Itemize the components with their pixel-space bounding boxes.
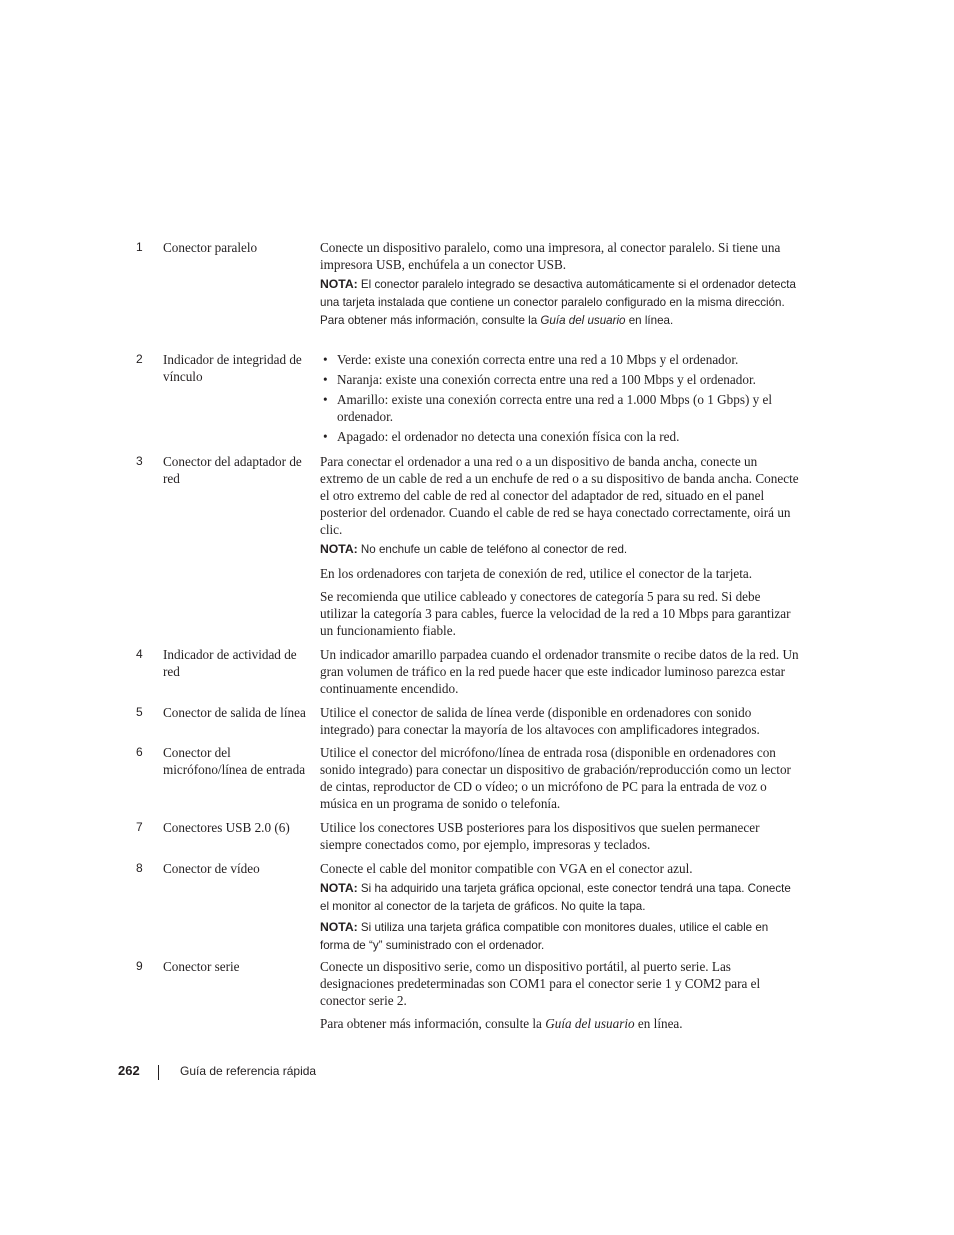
description-italic-text: Guía del usuario xyxy=(545,1016,635,1031)
description-text: Utilice el conector de salida de línea verde (disponible en ordenadores con sonido integrado) para conectar la mayoría de los altavoces con amplificadores integrados. xyxy=(320,705,760,737)
description-text: Utilice los conectores USB posteriores para los dispositivos que suelen permanecer siempre conectados como, por ejemplo, impresoras y teclados. xyxy=(320,820,760,852)
row-item-name: Conector del adaptador de red xyxy=(163,454,302,486)
row-item-name: Indicador de integridad de vínculo xyxy=(163,352,302,384)
bullet-list xyxy=(320,351,800,445)
note-label: NOTA: xyxy=(320,542,358,556)
row-item-name: Indicador de actividad de red xyxy=(163,647,297,679)
bullet-icon: • xyxy=(323,352,328,367)
note xyxy=(320,540,800,559)
footer-title: Guía de referencia rápida xyxy=(180,1064,317,1078)
row-description xyxy=(320,704,800,738)
row-number: 4 xyxy=(136,647,143,661)
row-number: 2 xyxy=(136,352,143,366)
description-text: Un indicador amarillo parpadea cuando el ordenador transmite o recibe datos de la red. Un gran volumen de tráfico en la red puede hacer que este indicador luminoso parezca estar continuamente encendido. xyxy=(320,647,799,696)
description-text: Utilice el conector del micrófono/línea de entrada rosa (disponible en ordenadores con sonido integrado) para conectar un dispositivo de grabación/reproducción como un lector de cintas, reproductor de CD o vídeo; o un micrófono de PC para la entrada de voz o música en un programa de sonido o telefonía. xyxy=(320,745,791,811)
description-text: Conecte un dispositivo paralelo, como una impresora, al conector paralelo. Si tiene una impresora USB, enchúfela a un conector USB. xyxy=(320,240,781,272)
row-item-name: Conectores USB 2.0 (6) xyxy=(163,820,290,835)
row-description xyxy=(320,239,800,330)
row-number: 5 xyxy=(136,705,143,719)
note xyxy=(320,275,800,330)
description-text-tail: en línea. xyxy=(634,1016,683,1031)
list-item-text: Verde: existe una conexión correcta entre una red a 10 Mbps y el ordenador. xyxy=(337,352,739,367)
note-text: El conector paralelo integrado se desactiva automáticamente si el ordenador detecta una tarjeta instalada que contiene un conector paralelo configurado en la misma dirección. Para obtener más información, consulte la xyxy=(320,278,796,327)
row-number: 1 xyxy=(136,240,143,254)
bullet-icon: • xyxy=(323,392,328,407)
list-item xyxy=(320,371,800,388)
row-number: 9 xyxy=(136,959,143,973)
bullet-icon: • xyxy=(323,429,328,444)
row-number: 3 xyxy=(136,454,143,468)
footer-divider xyxy=(158,1065,159,1080)
note-text: Si ha adquirido una tarjeta gráfica opcional, este conector tendrá una tapa. Conecte el monitor al conector de la tarjeta de gráficos. No quite la tapa. xyxy=(320,882,791,913)
description-text-pre: Para obtener más información, consulte la xyxy=(320,1016,546,1031)
row-description xyxy=(320,646,800,697)
row-description xyxy=(320,453,800,639)
bullet-icon: • xyxy=(323,372,328,387)
list-item-text: Apagado: el ordenador no detecta una conexión física con la red. xyxy=(337,429,680,444)
page-number: 262 xyxy=(118,1063,140,1078)
row-description xyxy=(320,958,800,1032)
note-label: NOTA: xyxy=(320,881,358,895)
description-text: Para conectar el ordenador a una red o a un dispositivo de banda ancha, conecte un extremo de un cable de red a un enchufe de red o a su dispositivo de banda ancha. Conecte el otro extremo del cable de red al conector del adaptador de red, situado en el panel posterior del ordenador. Cuando el cable de red se haya conectado correctamente, oirá un clic. xyxy=(320,454,799,537)
list-item-text: Amarillo: existe una conexión correcta entre una red a 1.000 Mbps (o 1 Gbps) y el ordenador. xyxy=(337,392,773,424)
row-item-name: Conector serie xyxy=(163,959,240,974)
list-item xyxy=(320,351,800,368)
row-item-name: Conector del micrófono/línea de entrada xyxy=(163,745,306,777)
row-item-name: Conector paralelo xyxy=(163,240,258,255)
note xyxy=(320,879,800,916)
list-item-text: Naranja: existe una conexión correcta entre una red a 100 Mbps y el ordenador. xyxy=(337,372,756,387)
description-text: Se recomienda que utilice cableado y conectores de categoría 5 para su red. Si debe utilizar la categoría 3 para cables, fuerce la velocidad de la red a 10 Mbps para garantizar un funcionamiento fiable. xyxy=(320,589,791,638)
row-item-name: Conector de salida de línea xyxy=(163,705,306,720)
row-number: 7 xyxy=(136,820,143,834)
row-number: 6 xyxy=(136,745,143,759)
note xyxy=(320,918,800,955)
row-description xyxy=(320,819,800,853)
list-item xyxy=(320,428,800,445)
row-number: 8 xyxy=(136,861,143,875)
description-text: Conecte un dispositivo serie, como un dispositivo portátil, al puerto serie. Las designaciones predeterminadas son COM1 para el conector serie 1 y COM2 para el conector serie 2. xyxy=(320,959,761,1008)
note-tail-text: en línea. xyxy=(625,314,674,327)
page-footer xyxy=(0,1062,954,1082)
row-description xyxy=(320,351,800,448)
description-text: En los ordenadores con tarjeta de conexión de red, utilice el conector de la tarjeta. xyxy=(320,566,753,581)
note-text: No enchufe un cable de teléfono al conector de red. xyxy=(360,543,628,556)
description-text: Conecte el cable del monitor compatible con VGA en el conector azul. xyxy=(320,861,693,876)
list-item xyxy=(320,391,800,425)
note-text: Si utiliza una tarjeta gráfica compatible con monitores duales, utilice el cable en forma de “y” suministrado con el ordenador. xyxy=(320,921,769,952)
note-label: NOTA: xyxy=(320,920,358,934)
row-description xyxy=(320,744,800,812)
row-description xyxy=(320,860,800,955)
description-text xyxy=(320,1015,800,1032)
row-item-name: Conector de vídeo xyxy=(163,861,260,876)
note-italic-text: Guía del usuario xyxy=(540,314,626,327)
note-label: NOTA: xyxy=(320,277,358,291)
